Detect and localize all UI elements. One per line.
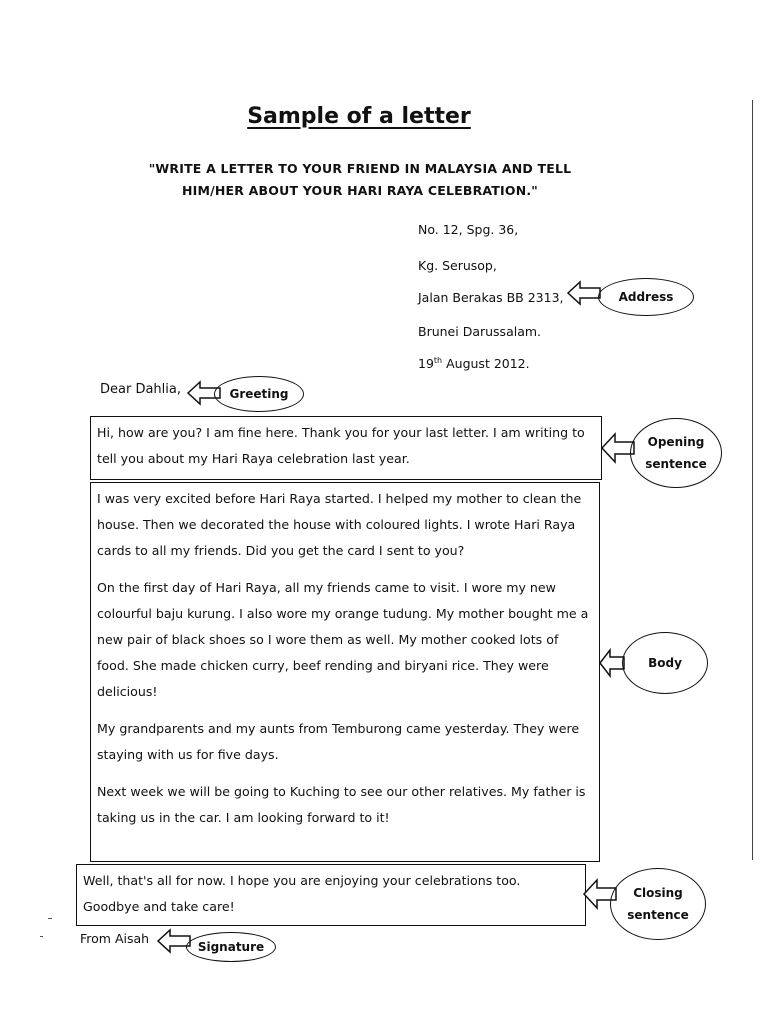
greeting-label: Greeting	[214, 376, 304, 412]
address-label: Address	[598, 278, 694, 316]
body-paragraph-3: My grandparents and my aunts from Temburong came yesterday. They were staying with us for five days.	[97, 721, 580, 762]
opening-label-line-1: Opening	[647, 435, 705, 449]
signature-label: Signature	[186, 932, 276, 962]
address-line-4: Brunei Darussalam.	[418, 324, 542, 339]
page-edge-line	[752, 100, 753, 860]
body-paragraph-2: On the first day of Hari Raya, all my friends came to visit. I wore my new colourful baju kurung. I also wore my orange tudung. My mother bought me a new pair of black shoes so I wore them as well. My mother cooked lots of food. She made chicken curry, beef rending and biryani rice. They were delicious!	[97, 580, 589, 699]
closing-sentence-label	[610, 868, 706, 940]
arrow-left-icon	[566, 280, 602, 306]
body-box	[90, 482, 600, 862]
scan-speck	[40, 936, 43, 937]
address-line-1: No. 12, Spg. 36,	[418, 222, 519, 237]
greeting-text: Dear Dahlia,	[100, 382, 181, 397]
body-label: Body	[622, 632, 708, 694]
opening-sentence-box: Hi, how are you? I am fine here. Thank you for your last letter. I am writing to tell you about my Hari Raya celebration last year.	[90, 416, 602, 480]
page-title: Sample of a letter	[247, 104, 471, 129]
closing-label-line-2: sentence	[627, 908, 689, 922]
body-paragraph-4: Next week we will be going to Kuching to see our other relatives. My father is taking us in the car. I am looking forward to it!	[97, 784, 586, 825]
body-paragraph-1: I was very excited before Hari Raya started. I helped my mother to clean the house. Then we decorated the house with coloured lights. I wrote Hari Raya cards to all my friends. Did you get the card I sent to you?	[97, 491, 582, 558]
writing-prompt: "WRITE A LETTER TO YOUR FRIEND IN MALAYSIA AND TELL HIM/HER ABOUT YOUR HARI RAYA CELEBRATION."	[148, 161, 572, 198]
date-suffix: th	[433, 356, 443, 365]
opening-label-line-2: sentence	[645, 457, 707, 471]
address-line-2: Kg. Serusop,	[418, 258, 497, 273]
address-line-3: Jalan Berakas BB 2313,	[418, 290, 564, 305]
closing-sentence-box: Well, that's all for now. I hope you are enjoying your celebrations too. Goodbye and take care!	[76, 864, 586, 926]
signature-text: From Aisah	[80, 931, 150, 946]
date-day: 19	[418, 356, 434, 372]
letter-date	[418, 356, 530, 371]
date-rest: August 2012.	[442, 356, 530, 372]
closing-label-line-1: Closing	[633, 886, 683, 900]
opening-sentence-label	[630, 418, 722, 488]
scan-speck	[48, 918, 52, 919]
